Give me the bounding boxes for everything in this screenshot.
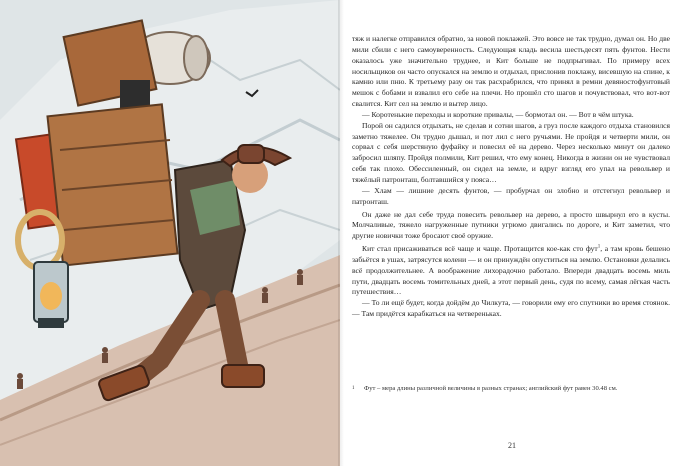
paragraph-7: — То ли ещё будет, когда дойдём до Чилкута, — говорили ему его спутники во время стоянок. — Там придётся карабкаться на четвереньках. bbox=[352, 298, 670, 319]
footnote-reference[interactable]: 1 bbox=[597, 244, 601, 250]
paragraph-5: Он даже не дал себе труда повесить револьвер на дерево, а просто швырнул его в кусты. Молчаливые, тяжело нагруженные путники угрюмо двигались по дороге, и Кит заметил, что другие новички тоже бросают своё оружие. bbox=[352, 209, 670, 241]
footnote-text: Фут – мера длины различной величины в разных странах; английский фут равен 30.48 см. bbox=[364, 385, 618, 392]
footnote bbox=[352, 384, 670, 393]
page-number: 21 bbox=[508, 441, 516, 450]
paragraph-4: — Хлам — лишние десять фунтов, — пробурчал он злобно и отстегнул револьвер и патронташ. bbox=[352, 185, 670, 206]
paragraph-6-start: Кит стал присаживаться всё чаще и чаще. Протащится кое-как сто фут bbox=[362, 244, 598, 254]
footnote-mark: 1 bbox=[352, 386, 355, 391]
page-gutter bbox=[338, 0, 344, 466]
paragraph-3: Порой он садился отдыхать, не сделав и сотни шагов, а груз после каждого отдыха становился заметно тяжелее. Он трудно дышал, и пот лил с него ручьями. Не пройдя и четверти мили, он сорвал с себя шерстяную фуфайку и повесил её на дерево. Через несколько минут он далеко забросил шляпу. Пройдя полмили, Кит решил, что ему конец. Никогда в жизни он не чувствовал себя так плохо. Обессиленный, он сидел на земле, и вдруг взгляд его упал на револьвер и тяжёлый патронташ, болтавшийся у пояса… bbox=[352, 120, 670, 184]
paragraph-2: — Коротенькие переходы и короткие привалы, — бормотал он. — Вот в чём штука. bbox=[362, 109, 634, 119]
paragraph-6-end: , а там кровь бешено забьётся в ушах, затрясутся колени — и он принуждён опуститься на землю. Остановки делались всё продолжительнее. А воображение лихорадочно работало. Впереди двадцать восемь миль пути, двадцать восемь томительных дней, а этот первый день, судя по всему, самая лёгкая часть путешествия… bbox=[352, 244, 670, 297]
text-page bbox=[352, 0, 670, 466]
body-text bbox=[352, 34, 670, 320]
paragraph-1: тяж и налегке отправился обратно, за новой поклажей. Это вовсе не так трудно, думал он. Но две мили сбили с него самоуверенность. Следующая кладь весила шестьдесят пять фунтов. Нести оказалось уже значительно труднее, и Кит больше не подпрыгивал. По примеру всех носильщиков он часто опускался на землю и отдыхал, прислонив поклажу, висевшую на спине, к камню или пню. К третьему разу он так расхрабрился, что принял в ремни девяностофунтовый мешок с бобами и взвалил его себе на плечи. Но прошёл сто шагов и почувствовал, что вот-вот свалится. Кит сел на землю и вытер лицо. bbox=[352, 34, 670, 109]
paragraph-6 bbox=[352, 244, 670, 298]
